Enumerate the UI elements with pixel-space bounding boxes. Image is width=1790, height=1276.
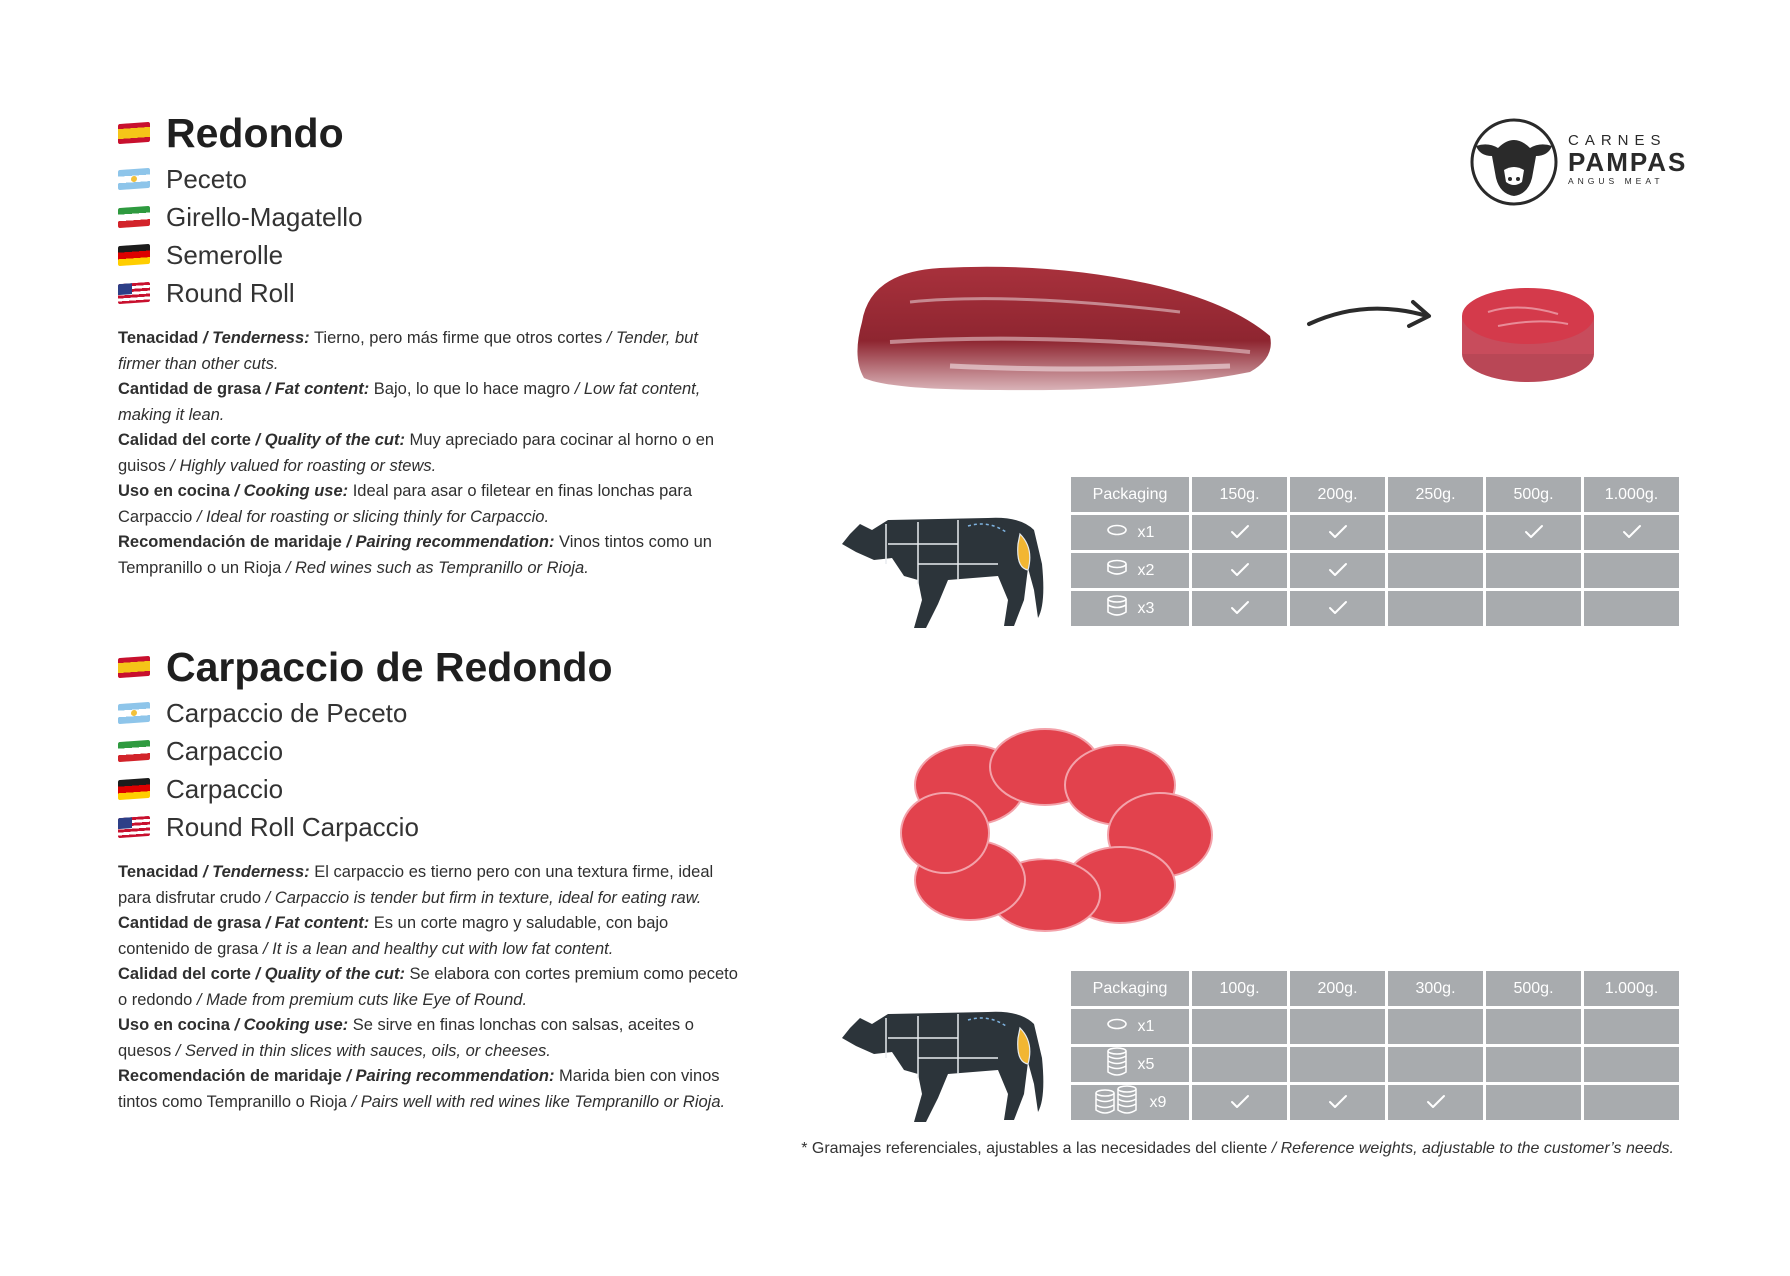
availability-cell xyxy=(1192,1085,1287,1120)
detail-text: Muy apreciado para cocinar al horno o en guisos xyxy=(118,431,715,475)
detail-label-en: / Tenderness: xyxy=(198,329,310,347)
detail-label: Calidad del corte xyxy=(118,431,251,449)
detail-text: Tierno, pero más firme que otros cortes xyxy=(309,329,603,347)
pack-size-cell xyxy=(1071,1009,1189,1044)
redondo-whole-cut-image xyxy=(850,262,1280,402)
alias-row xyxy=(118,236,738,274)
argentina-flag-icon xyxy=(118,702,150,724)
product-title-row xyxy=(118,108,738,158)
stack-5-icon xyxy=(1106,1047,1128,1082)
detail-text: Marida bien con vinos tintos como Tempranillo o Rioja xyxy=(118,1067,720,1111)
checkmark-icon xyxy=(1230,596,1250,621)
product-section-carpaccio xyxy=(118,642,738,1115)
weight-header: 1.000g. xyxy=(1584,971,1679,1006)
weight-header: 100g. xyxy=(1192,971,1287,1006)
pack-size-cell xyxy=(1071,553,1189,588)
detail-tenderness xyxy=(118,326,738,377)
availability-cell xyxy=(1388,591,1483,626)
packaging-header-row xyxy=(1071,971,1679,1006)
detail-label-en: / Tenderness: xyxy=(198,863,310,881)
detail-label: Recomendación de maridaje xyxy=(118,1067,342,1085)
argentina-flag-icon xyxy=(118,168,150,190)
pack-size-label: x3 xyxy=(1137,599,1155,617)
alias-name: Carpaccio de Peceto xyxy=(166,697,408,728)
detail-label: Recomendación de maridaje xyxy=(118,533,342,551)
cow-head-logo-icon xyxy=(1468,116,1560,208)
alias-row xyxy=(118,732,738,770)
footnote-text: * Gramajes referenciales, ajustables a las necesidades del cliente xyxy=(801,1140,1268,1157)
carpaccio-slices-image xyxy=(900,725,1220,935)
checkmark-icon xyxy=(1622,520,1642,545)
usa-flag-icon xyxy=(118,816,150,838)
packaging-header: Packaging xyxy=(1071,971,1189,1006)
pack-size-label: x1 xyxy=(1137,1017,1155,1035)
checkmark-icon xyxy=(1328,1090,1348,1115)
packaging-row xyxy=(1071,515,1679,550)
availability-cell xyxy=(1584,515,1679,550)
packaging-row xyxy=(1071,553,1679,588)
pack-size-cell xyxy=(1071,1047,1189,1082)
italy-flag-icon xyxy=(118,206,150,228)
detail-label: Tenacidad xyxy=(118,329,199,347)
availability-cell xyxy=(1584,1009,1679,1044)
alias-row xyxy=(118,694,738,732)
brand-wordmark xyxy=(1568,132,1687,186)
spain-flag-icon xyxy=(118,656,150,678)
availability-cell xyxy=(1388,1085,1483,1120)
usa-flag-icon xyxy=(118,282,150,304)
detail-text-en: / Pairs well with red wines like Tempranillo or Rioja. xyxy=(346,1092,726,1111)
alias-name: Semerolle xyxy=(166,239,284,270)
weight-header: 250g. xyxy=(1388,477,1483,512)
alias-row xyxy=(118,808,738,846)
checkmark-icon xyxy=(1230,558,1250,583)
alias-row xyxy=(118,274,738,312)
detail-text: El carpaccio es tierno pero con una textura firme, ideal para disfrutar crudo xyxy=(118,863,714,907)
availability-cell xyxy=(1584,553,1679,588)
weight-header: 300g. xyxy=(1388,971,1483,1006)
alias-name: Carpaccio xyxy=(166,773,284,804)
pack-size-label: x2 xyxy=(1137,561,1155,579)
detail-label: Calidad del corte xyxy=(118,965,251,983)
germany-flag-icon xyxy=(118,244,150,266)
alias-row xyxy=(118,770,738,808)
pack-size-label: x1 xyxy=(1137,523,1155,541)
packaging-header: Packaging xyxy=(1071,477,1189,512)
availability-cell xyxy=(1486,591,1581,626)
brand-line-pampas: PAMPAS xyxy=(1568,147,1688,177)
availability-cell xyxy=(1290,1009,1385,1044)
detail-quality xyxy=(118,428,738,479)
availability-cell xyxy=(1388,515,1483,550)
packaging-header-row xyxy=(1071,477,1679,512)
weight-header: 200g. xyxy=(1290,477,1385,512)
availability-cell xyxy=(1192,553,1287,588)
detail-text-en: / Carpaccio is tender but firm in texture, ideal for eating raw. xyxy=(261,888,702,907)
germany-flag-icon xyxy=(118,778,150,800)
availability-cell xyxy=(1388,1047,1483,1082)
availability-cell xyxy=(1192,1009,1287,1044)
alias-row xyxy=(118,198,738,236)
detail-text: Ideal para asar o filetear en finas lonchas para Carpaccio xyxy=(118,482,693,526)
packaging-row xyxy=(1071,591,1679,626)
cow-cut-diagram-icon xyxy=(838,998,1048,1124)
pack-size-cell xyxy=(1071,515,1189,550)
checkmark-icon xyxy=(1328,520,1348,545)
weight-header: 200g. xyxy=(1290,971,1385,1006)
footnote xyxy=(801,1140,1674,1158)
stack-9-icon xyxy=(1094,1085,1140,1120)
product-description xyxy=(118,326,738,581)
detail-quality xyxy=(118,962,738,1013)
packaging-row xyxy=(1071,1047,1679,1082)
detail-label-en: / Pairing recommendation: xyxy=(341,1067,555,1085)
detail-fat xyxy=(118,377,738,428)
detail-label: Cantidad de grasa xyxy=(118,914,262,932)
availability-cell xyxy=(1290,1047,1385,1082)
arrow-icon xyxy=(1305,292,1435,340)
detail-text: Es un corte magro y saludable, con bajo contenido de grasa xyxy=(118,914,669,958)
detail-text: Bajo, lo que lo hace magro xyxy=(369,380,571,398)
detail-label-en: / Quality of the cut: xyxy=(250,431,405,449)
detail-text: Se elabora con cortes premium como peceto o redondo xyxy=(118,965,738,1009)
availability-cell xyxy=(1486,1047,1581,1082)
weight-header: 1.000g. xyxy=(1584,477,1679,512)
single-tray-icon xyxy=(1106,523,1128,542)
detail-pairing xyxy=(118,1064,738,1115)
availability-cell xyxy=(1192,591,1287,626)
alias-name: Peceto xyxy=(166,163,247,194)
detail-text-en: / It is a lean and healthy cut with low fat content. xyxy=(258,939,614,958)
detail-text-en: / Low fat content, making it lean. xyxy=(118,380,701,424)
detail-label-en: / Pairing recommendation: xyxy=(341,533,555,551)
pack-size-cell xyxy=(1071,1085,1189,1120)
availability-cell xyxy=(1388,1009,1483,1044)
footnote-text-en: / Reference weights, adjustable to the customer’s needs. xyxy=(1267,1140,1674,1157)
detail-tenderness xyxy=(118,860,738,911)
single-slice-icon xyxy=(1106,1017,1128,1036)
alias-name: Round Roll Carpaccio xyxy=(166,811,419,842)
product-section-redondo xyxy=(118,108,738,581)
packaging-table-carpaccio xyxy=(1068,968,1682,1123)
cow-cut-diagram-icon xyxy=(838,504,1048,630)
product-title-row xyxy=(118,642,738,692)
detail-text: Se sirve en finas lonchas con salsas, aceites o quesos xyxy=(118,1016,694,1060)
double-tray-icon xyxy=(1106,559,1128,582)
detail-label: Cantidad de grasa xyxy=(118,380,262,398)
availability-cell xyxy=(1584,1085,1679,1120)
checkmark-icon xyxy=(1328,596,1348,621)
detail-cooking xyxy=(118,1013,738,1064)
checkmark-icon xyxy=(1426,1090,1446,1115)
checkmark-icon xyxy=(1230,1090,1250,1115)
detail-label-en: / Fat content: xyxy=(261,380,370,398)
spain-flag-icon xyxy=(118,122,150,144)
availability-cell xyxy=(1290,1085,1385,1120)
brand-line-angus: ANGUS MEAT xyxy=(1568,176,1664,186)
alias-row xyxy=(118,160,738,198)
detail-pairing xyxy=(118,530,738,581)
availability-cell xyxy=(1584,591,1679,626)
redondo-steak-image xyxy=(1458,282,1598,388)
weight-header: 500g. xyxy=(1486,971,1581,1006)
alias-name: Carpaccio xyxy=(166,735,284,766)
alias-name: Girello-Magatello xyxy=(166,201,363,232)
detail-cooking xyxy=(118,479,738,530)
packaging-row xyxy=(1071,1085,1679,1120)
carnes-pampas-logo xyxy=(1468,116,1690,208)
pack-size-label: x9 xyxy=(1149,1093,1167,1111)
detail-label-en: / Fat content: xyxy=(261,914,370,932)
detail-text-en: / Made from premium cuts like Eye of Round. xyxy=(192,990,528,1009)
alias-name: Round Roll xyxy=(166,277,295,308)
detail-label: Uso en cocina xyxy=(118,1016,230,1034)
packaging-row xyxy=(1071,1009,1679,1044)
availability-cell xyxy=(1290,515,1385,550)
detail-label-en: / Quality of the cut: xyxy=(250,965,405,983)
brand-line-carnes: CARNES xyxy=(1568,132,1667,149)
triple-tray-icon xyxy=(1106,595,1128,622)
pack-size-cell xyxy=(1071,591,1189,626)
detail-label: Uso en cocina xyxy=(118,482,230,500)
italy-flag-icon xyxy=(118,740,150,762)
detail-text-en: / Ideal for roasting or slicing thinly for Carpaccio. xyxy=(192,507,550,526)
detail-text-en: / Highly valued for roasting or stews. xyxy=(165,456,437,475)
availability-cell xyxy=(1584,1047,1679,1082)
detail-label-en: / Cooking use: xyxy=(229,482,349,500)
detail-fat xyxy=(118,911,738,962)
checkmark-icon xyxy=(1328,558,1348,583)
availability-cell xyxy=(1486,553,1581,588)
weight-header: 500g. xyxy=(1486,477,1581,512)
availability-cell xyxy=(1290,591,1385,626)
availability-cell xyxy=(1192,1047,1287,1082)
detail-label: Tenacidad xyxy=(118,863,199,881)
pack-size-label: x5 xyxy=(1137,1055,1155,1073)
product-description xyxy=(118,860,738,1115)
availability-cell xyxy=(1192,515,1287,550)
detail-text-en: / Tender, but firmer than other cuts. xyxy=(118,329,698,373)
product-title: Carpaccio de Redondo xyxy=(166,643,613,690)
detail-text-en: / Red wines such as Tempranillo or Rioja. xyxy=(281,558,589,577)
availability-cell xyxy=(1486,1009,1581,1044)
availability-cell xyxy=(1290,553,1385,588)
detail-text-en: / Served in thin slices with sauces, oils, or cheeses. xyxy=(171,1041,551,1060)
product-title: Redondo xyxy=(166,109,344,156)
availability-cell xyxy=(1486,515,1581,550)
packaging-table-redondo xyxy=(1068,474,1682,629)
checkmark-icon xyxy=(1524,520,1544,545)
availability-cell xyxy=(1486,1085,1581,1120)
weight-header: 150g. xyxy=(1192,477,1287,512)
detail-text: Vinos tintos como un Tempranillo o un Rioja xyxy=(118,533,712,577)
checkmark-icon xyxy=(1230,520,1250,545)
availability-cell xyxy=(1388,553,1483,588)
detail-label-en: / Cooking use: xyxy=(229,1016,349,1034)
